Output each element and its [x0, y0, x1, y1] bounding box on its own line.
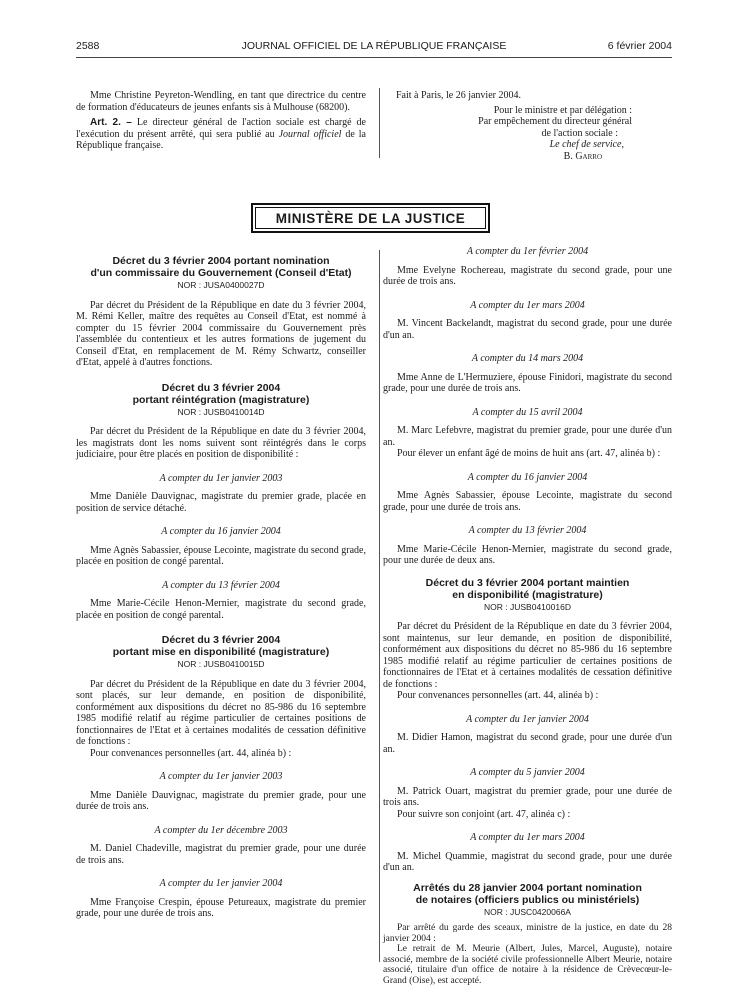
- date-subheading: A compter du 13 février 2004: [468, 525, 587, 536]
- date-subheading: A compter du 5 janvier 2004: [470, 767, 585, 778]
- paragraph: Pour élever un enfant âgé de moins de huit ans (art. 47, alinéa b) :: [397, 448, 661, 459]
- signature-block: Pour le ministre et par délégation : Par empêchement du directeur général de l'action sociale : Le chef de service, B. Garro: [478, 104, 632, 162]
- date-subheading: A compter du 14 mars 2004: [471, 353, 584, 364]
- main-left-column: [76, 255, 366, 920]
- date-subheading: A compter du 15 avril 2004: [472, 406, 583, 418]
- paragraph: Par décret du Président de la République en date du 3 février 2004, les magistrats dont les noms suivent sont réintégrés dans le corps judiciaire, pour être placés en position de disponibilité :: [76, 426, 366, 460]
- done-at: Fait à Paris, le 26 janvier 2004.: [396, 90, 521, 101]
- decree-title: d'un commissaire du Gouvernement (Conseil d'Etat): [90, 267, 352, 279]
- date-subheading: A compter du 1er mars 2004: [470, 832, 585, 843]
- column-divider: [379, 88, 380, 158]
- decree-title: Arrêtés du 28 janvier 2004 portant nomination: [413, 881, 642, 894]
- journal-title: JOURNAL OFFICIEL DE LA RÉPUBLIQUE FRANÇAISE: [241, 40, 507, 52]
- paragraph: Pour convenances personnelles (art. 44, alinéa b) :: [397, 690, 599, 701]
- date-subheading: A compter du 16 janvier 2004: [467, 471, 588, 483]
- paragraph: Pour suivre son conjoint (art. 47, alinéa c) :: [397, 808, 571, 820]
- decree-title: portant mise en disponibilité (magistrature): [112, 646, 330, 658]
- paragraph: Mme Marie-Cécile Henon-Mernier, magistrate du second grade, placée en position de congé parental.: [76, 598, 366, 621]
- decree-title: Décret du 3 février 2004 portant nomination: [112, 255, 330, 267]
- paragraph: Mme Agnès Sabassier, épouse Lecointe, magistrate du second grade, pour une durée de trois ans.: [383, 490, 672, 513]
- nor-reference: NOR : JUSC0420066A: [484, 906, 571, 917]
- paragraph: M. Vincent Backelandt, magistrat du second grade, pour une durée d'un an.: [383, 318, 672, 341]
- nor-reference: NOR : JUSB0410015D: [177, 659, 265, 669]
- date-subheading: A compter du 1er février 2004: [466, 246, 589, 257]
- issue-date: 6 février 2004: [607, 40, 672, 52]
- decree-title: Décret du 3 février 2004: [161, 634, 281, 646]
- paragraph: Par décret du Président de la République en date du 3 février 2004, M. Rémi Keller, maître des requêtes au Conseil d'Etat, est nommé à compter du 15 février 2004 commissaire du Gouvernement près l'assemblée du contentieux et les autres formations de jugement du Conseil d'Etat, en remplacement de M. Rémy Schwartz, conseiller d'Etat, appelé à d'autres fonctions.: [76, 299, 366, 368]
- decree-title: Décret du 3 février 2004 portant maintien: [425, 576, 630, 589]
- paragraph: Mme Marie-Cécile Henon-Mernier, magistrate du second grade, pour une durée de deux ans.: [383, 543, 672, 566]
- paragraph: Mme Agnès Sabassier, épouse Lecointe, magistrate du second grade, placée en position de congé parental.: [76, 544, 366, 567]
- date-subheading: A compter du 1er janvier 2004: [159, 878, 283, 889]
- article-2: Art. 2. – Le directeur général de l'action sociale est chargé de l'exécution du présent arrêté, qui sera publié au Journal officiel de la République française.: [76, 117, 367, 151]
- paragraph: Mme Danièle Dauvignac, magistrate du premier grade, placée en position de service détaché.: [76, 491, 366, 514]
- paragraph: Par décret du Président de la République en date du 3 février 2004, sont maintenus, sur leur demande, en position de disponibilité, conformément aux dispositions du décret no 85-986 du 16 septembre 1985 modifié relatif au régime particulier de certaines positions de fonctionnaires de l'Etat et à certaines modalités de cessation définitive de fonctions :: [383, 621, 672, 690]
- top-left-column: [76, 90, 366, 152]
- nor-reference: NOR : JUSB0410014D: [177, 406, 265, 417]
- paragraph: M. Didier Hamon, magistrat du second grade, pour une durée d'un an.: [383, 732, 672, 755]
- page-header: [76, 40, 672, 56]
- nor-reference: NOR : JUSB0410016D: [484, 601, 571, 612]
- header-rule: [76, 57, 672, 58]
- paragraph: Mme Françoise Crespin, épouse Petureaux, magistrate du premier grade, pour une durée de trois ans.: [76, 896, 366, 919]
- date-subheading: A compter du 13 février 2004: [162, 579, 280, 591]
- paragraph: Mme Christine Peyreton-Wendling, en tant que directrice du centre de formation d'éducateurs de jeunes enfants sis à Mulhouse (68200).: [76, 90, 366, 113]
- ministry-heading: MINISTÈRE DE LA JUSTICE: [251, 203, 490, 233]
- main-right-column: [383, 246, 672, 986]
- paragraph: M. Marc Lefebvre, magistrat du premier grade, pour une durée d'un an.: [383, 425, 672, 448]
- paragraph: Pour convenances personnelles (art. 44, alinéa b) :: [90, 747, 292, 759]
- paragraph: Mme Evelyne Rochereau, magistrate du second grade, pour une durée de trois ans.: [383, 264, 672, 287]
- decree-title: de notaires (officiers publics ou ministériels): [415, 893, 640, 906]
- paragraph: Mme Anne de L'Hermuziere, épouse Finidori, magistrate du second grade, pour une durée de trois ans.: [383, 371, 672, 394]
- paragraph: M. Daniel Chadeville, magistrat du premier grade, pour une durée de trois ans.: [76, 843, 366, 866]
- paragraph: Par décret du Président de la République en date du 3 février 2004, sont placés, sur leur demande, en position de disponibilité, conformément aux dispositions du décret no 85-986 du 16 septembre 1985 modifié relatif au régime particulier de certaines positions de fonctionnaires de l'Etat et à certaines modalités de cessation définitive de fonctions :: [76, 678, 366, 747]
- decree-title: en disponibilité (magistrature): [452, 588, 603, 601]
- nor-reference: NOR : JUSA0400027D: [177, 280, 265, 290]
- date-subheading: A compter du 1er mars 2004: [470, 299, 585, 311]
- column-divider: [379, 250, 380, 962]
- decree-title: Décret du 3 février 2004: [161, 381, 281, 394]
- paragraph: Mme Danièle Dauvignac, magistrate du premier grade, pour une durée de trois ans.: [76, 789, 366, 812]
- paragraph: M. Michel Quammie, magistrat du second grade, pour une durée d'un an.: [383, 850, 672, 873]
- date-subheading: A compter du 1er décembre 2003: [154, 824, 288, 836]
- date-subheading: A compter du 16 janvier 2004: [161, 526, 281, 537]
- paragraph: Par arrêté du garde des sceaux, ministre de la justice, en date du 28 janvier 2004 :: [383, 923, 672, 944]
- paragraph: M. Patrick Ouart, magistrat du premier grade, pour une durée de trois ans.: [383, 785, 672, 808]
- date-subheading: A compter du 1er janvier 2003: [159, 771, 283, 782]
- date-subheading: A compter du 1er janvier 2003: [159, 472, 283, 484]
- decree-title: portant réintégration (magistrature): [132, 393, 310, 406]
- top-right-column: [392, 90, 672, 162]
- paragraph: Le retrait de M. Meurie (Albert, Jules, Marcel, Auguste), notaire associé, membre de la société civile professionnelle Albert Meurie, notaire associé, titulaire d'un office de notaire à la résidence de Crèvecœur-le-Grand (Oise), est accepté.: [383, 944, 672, 986]
- page-number: 2588: [76, 40, 100, 52]
- date-subheading: A compter du 1er janvier 2004: [466, 713, 589, 725]
